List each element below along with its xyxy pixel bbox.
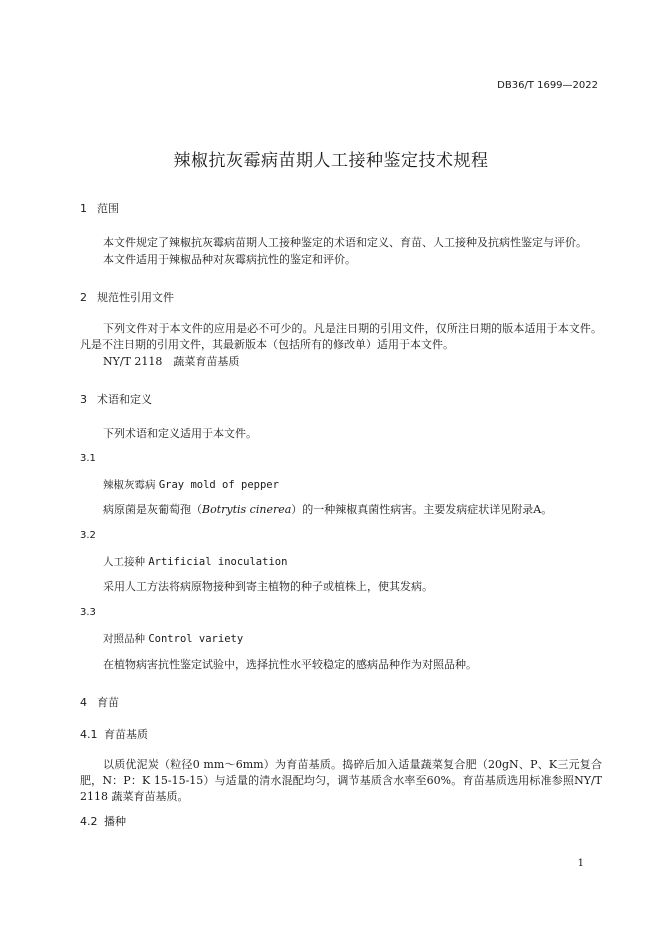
term-number: 3.2 [80, 530, 96, 541]
document-code: DB36/T 1699—2022 [497, 80, 598, 91]
reference-item: NY/T 2118 蔬菜育苗基质 [103, 355, 240, 368]
term-definition: 在植物病害抗性鉴定试验中，选择抗性水平较稳定的感病品种作为对照品种。 [103, 658, 477, 671]
paragraph: 下列文件对于本文件的应用是必不可少的。凡是注日期的引用文件，仅所注日期的版本适用于本文件。凡是不注日期的引用文件，其最新版本（包括所有的修改单）适用于本文件。 [80, 322, 602, 351]
term-en: Artificial inoculation [148, 556, 288, 568]
paragraph: 下列术语和定义适用于本文件。 [103, 427, 257, 440]
term-cn: 辣椒灰霉病 [103, 479, 156, 491]
subsection-number: 4.2 [80, 815, 98, 828]
term-en: Control variety [148, 633, 244, 645]
term-definition: 采用人工方法将病原物接种到寄主植物的种子或植株上，使其发病。 [103, 580, 433, 593]
subsection-title: 育苗基质 [104, 728, 148, 741]
term-number: 3.3 [80, 607, 96, 618]
paragraph: 以质优泥炭（粒径0 mm～6mm）为育苗基质。捣碎后加入适量蔬菜复合肥（20gN、P、K三元复合肥，N：P：K 15-15-15）与适量的清水混配均匀，调节基质含水率至60%。育苗基质选用标准参照NY/T 2118 蔬菜育苗基质。 [80, 758, 602, 803]
section-number: 3 [80, 393, 87, 406]
term-title [103, 477, 279, 492]
term-cn: 人工接种 [103, 556, 145, 568]
page-title: 辣椒抗灰霉病苗期人工接种鉴定技术规程 [173, 151, 489, 171]
subsection-number: 4.1 [80, 728, 98, 741]
term-title [103, 554, 287, 569]
subsection-heading-substrate [80, 726, 148, 742]
term-title [103, 631, 243, 646]
term-number: 3.1 [80, 453, 96, 464]
latin-name: Botrytis cinerea [202, 503, 292, 516]
term-en: Gray mold of pepper [158, 479, 279, 491]
section-heading-terms [80, 391, 152, 407]
section-title: 规范性引用文件 [97, 291, 174, 304]
section-number: 1 [80, 202, 87, 215]
section-heading-normative-references [80, 289, 174, 305]
section-number: 2 [80, 291, 87, 304]
paragraph: 本文件规定了辣椒抗灰霉病苗期人工接种鉴定的术语和定义、育苗、人工接种及抗病性鉴定与评价。 [103, 236, 587, 249]
term-cn: 对照品种 [103, 633, 145, 645]
paragraph: 本文件适用于辣椒品种对灰霉病抗性的鉴定和评价。 [103, 253, 356, 266]
section-heading-seedling [80, 694, 119, 710]
section-title: 范围 [97, 202, 119, 215]
subsection-heading-sowing [80, 813, 126, 829]
section-title: 术语和定义 [97, 393, 152, 406]
subsection-title: 播种 [104, 815, 126, 828]
section-title: 育苗 [97, 696, 119, 709]
term-definition [103, 502, 552, 518]
section-number: 4 [80, 696, 87, 709]
page-number: 1 [577, 858, 584, 869]
section-heading-scope [80, 200, 119, 216]
definition-text: 病原菌是灰葡萄孢（ [103, 503, 202, 516]
definition-text: ）的一种辣椒真菌性病害。主要发病症状详见附录A。 [291, 503, 553, 516]
